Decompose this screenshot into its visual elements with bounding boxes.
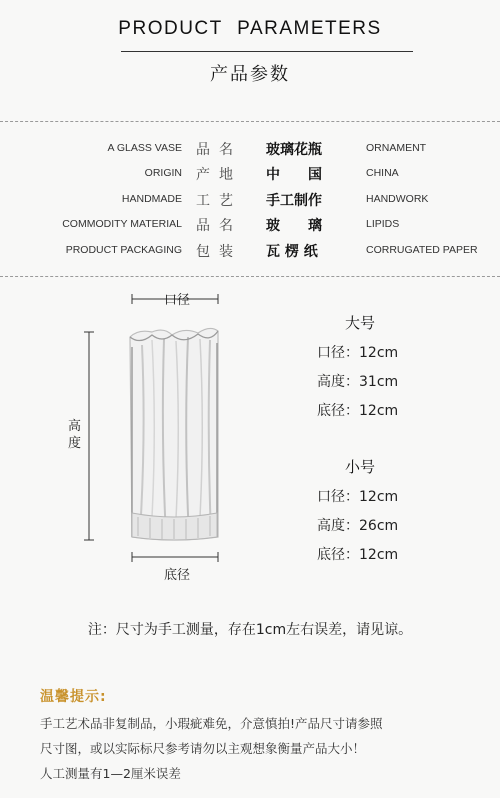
param-value-cn: 瓦 楞 纸 [266,244,318,260]
size-large-mouth: 口径：12cm [317,345,399,361]
size-large-title: 大号 [345,314,376,332]
title-chinese: 产品参数 [210,64,290,85]
size-small-mouth: 口径：12cm [317,489,399,505]
size-large-height: 高度：31cm [317,374,399,390]
tip-line: 人工测量有1—2厘米误差 [40,766,181,781]
dashed-divider-top [0,121,500,122]
param-label-en: A GLASS VASE [107,142,182,154]
param-label-cn: 产地 [196,167,242,183]
param-row-craft [0,190,500,210]
size-small-height: 高度：26cm [317,518,399,534]
tips-title: 温馨提示: [40,689,107,705]
size-small-base: 底径：12cm [317,547,399,563]
param-row-material [0,215,500,235]
param-value-en: CORRUGATED PAPER [366,244,478,256]
size-small-title: 小号 [345,458,376,476]
param-label-cn: 包装 [196,244,242,260]
param-row-origin [0,164,500,184]
title-english: PRODUCT PARAMETERS [118,18,382,39]
param-label-cn: 品名 [196,218,242,234]
param-value-cn: 中 国 [266,167,322,183]
param-value-cn: 玻璃花瓶 [266,142,322,158]
dashed-divider-bottom [0,276,500,277]
param-label-cn: 工艺 [196,193,242,209]
base-label: 底径 [164,568,191,583]
param-value-en: CHINA [366,167,399,179]
param-label-en: PRODUCT PACKAGING [65,244,182,256]
param-label-en: ORIGIN [144,167,182,179]
measurement-note: 注：尺寸为手工测量，存在1cm左右误差，请见谅。 [87,622,413,638]
param-value-cn: 玻 璃 [266,218,322,234]
param-label-cn: 品名 [196,142,242,158]
param-row-name [0,139,500,159]
title-divider [121,51,413,52]
param-label-en: COMMODITY MATERIAL [62,218,182,230]
param-label-en: HANDMADE [121,193,182,205]
param-row-packaging [0,241,500,261]
mouth-label: 口径 [164,293,191,308]
vase-diagram [60,285,250,585]
param-value-en: LIPIDS [366,218,400,230]
height-label: 高度 [68,419,82,451]
param-value-cn: 手工制作 [266,193,322,209]
param-value-en: HANDWORK [366,193,429,205]
glass-vase-illustration [130,328,218,540]
tip-line: 手工艺术品非复制品，小瑕疵难免，介意慎拍!产品尺寸请参照 [40,716,383,731]
tip-line: 尺寸图，或以实际标尺参考请勿以主观想象衡量产品大小！ [40,741,366,756]
param-value-en: ORNAMENT [366,142,427,154]
size-large-base: 底径：12cm [317,403,399,419]
